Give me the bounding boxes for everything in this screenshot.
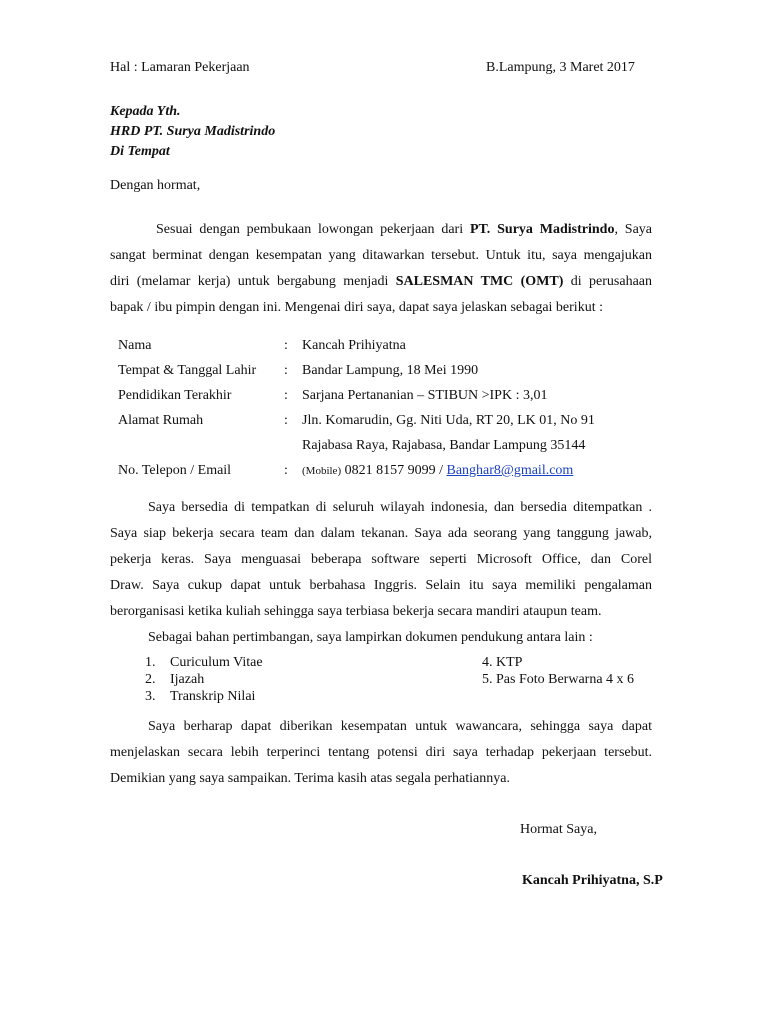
body-paragraph — [110, 495, 652, 625]
body-line: Saya siap bekerja secara team dan dalam tekanan. Saya ada seorang yang tanggung jawab, — [110, 526, 652, 541]
profile-colon: : — [284, 388, 288, 403]
mobile-tag: (Mobile) — [302, 465, 342, 477]
recipient-company: HRD PT. Surya Madistrindo — [110, 124, 276, 139]
profile-label: Alamat Rumah — [118, 413, 204, 428]
profile-value: Bandar Lampung, 18 Mei 1990 — [302, 363, 479, 378]
list-item: 4. KTP — [482, 655, 523, 670]
profile-value: Kancah Prihiyatna — [302, 338, 406, 353]
closing-line: Saya berharap dapat diberikan kesempatan untuk wawancara, sehingga saya dapat — [148, 719, 652, 734]
profile-colon: : — [284, 463, 288, 478]
attachments-intro: Sebagai bahan pertimbangan, saya lampirkan dokumen pendukung antara lain : — [148, 630, 593, 645]
position-name: SALESMAN TMC (OMT) — [395, 274, 564, 289]
list-item: 1. Curiculum Vitae — [145, 655, 263, 670]
company-name: PT. Surya Madistrindo — [469, 222, 615, 237]
recipient-line-1: Kepada Yth. — [110, 104, 181, 119]
intro-paragraph — [110, 217, 652, 321]
recipient-location: Di Tempat — [110, 144, 170, 159]
contact-value — [302, 463, 573, 479]
profile-label: No. Telepon / Email — [118, 463, 232, 478]
signature-salutation: Hormat Saya, — [520, 822, 597, 837]
closing-line: menjelaskan secara lebih terperinci tentang potensi diri saya terhadap pekerjaan tersebut. — [110, 745, 652, 760]
body-line: Saya bersedia di tempatkan di seluruh wilayah indonesia, dan bersedia ditempatkan . — [148, 500, 652, 515]
body-line: pekerja keras. Saya menguasai beberapa software seperti Microsoft Office, dan Corel — [110, 552, 652, 567]
profile-label: Nama — [118, 338, 152, 353]
profile-value-continued: Rajabasa Raya, Rajabasa, Bandar Lampung 35144 — [302, 438, 586, 453]
profile-colon: : — [284, 413, 288, 428]
greeting: Dengan hormat, — [110, 178, 201, 193]
subject-line: Hal : Lamaran Pekerjaan — [110, 60, 250, 75]
list-item: 5. Pas Foto Berwarna 4 x 6 — [482, 672, 635, 687]
profile-label: Pendidikan Terakhir — [118, 388, 232, 403]
body-line: Draw. Saya cukup dapat untuk berbahasa Inggris. Selain itu saya memiliki pengalaman — [110, 578, 652, 593]
closing-paragraph — [110, 714, 652, 792]
profile-label: Tempat & Tanggal Lahir — [118, 363, 257, 378]
intro-line-2: sangat berminat dengan kesempatan yang ditawarkan tersebut. Untuk itu, saya mengajukan — [110, 248, 652, 263]
place-date: B.Lampung, 3 Maret 2017 — [486, 60, 635, 75]
email-link[interactable]: Banghar8@gmail.com — [446, 463, 574, 478]
profile-value: Jln. Komarudin, Gg. Niti Uda, RT 20, LK 01, No 91 — [302, 413, 595, 428]
intro-line-3: diri (melamar kerja) untuk bergabung menjadi SALESMAN TMC (OMT) di perusahaan — [110, 274, 653, 289]
profile-colon: : — [284, 338, 288, 353]
closing-line: Demikian yang saya sampaikan. Terima kasih atas segala perhatiannya. — [110, 771, 510, 786]
profile-colon: : — [284, 363, 288, 378]
body-line: berorganisasi ketika kuliah sehingga saya terbiasa bekerja secara mandiri ataupun team. — [110, 604, 602, 619]
signature-name: Kancah Prihiyatna, S.P — [522, 873, 663, 888]
intro-line-1: Sesuai dengan pembukaan lowongan pekerjaan dari PT. Surya Madistrindo, Saya — [156, 222, 653, 237]
list-item: 2. Ijazah — [145, 672, 205, 687]
intro-line-4: bapak / ibu pimpin dengan ini. Mengenai diri saya, dapat saya jelaskan sebagai berikut : — [110, 300, 603, 315]
profile-value: Sarjana Pertananian – STIBUN >IPK : 3,01 — [302, 388, 548, 403]
list-item: 3. Transkrip Nilai — [145, 689, 256, 704]
phone-number: 0821 8157 9099 / — [341, 463, 447, 478]
